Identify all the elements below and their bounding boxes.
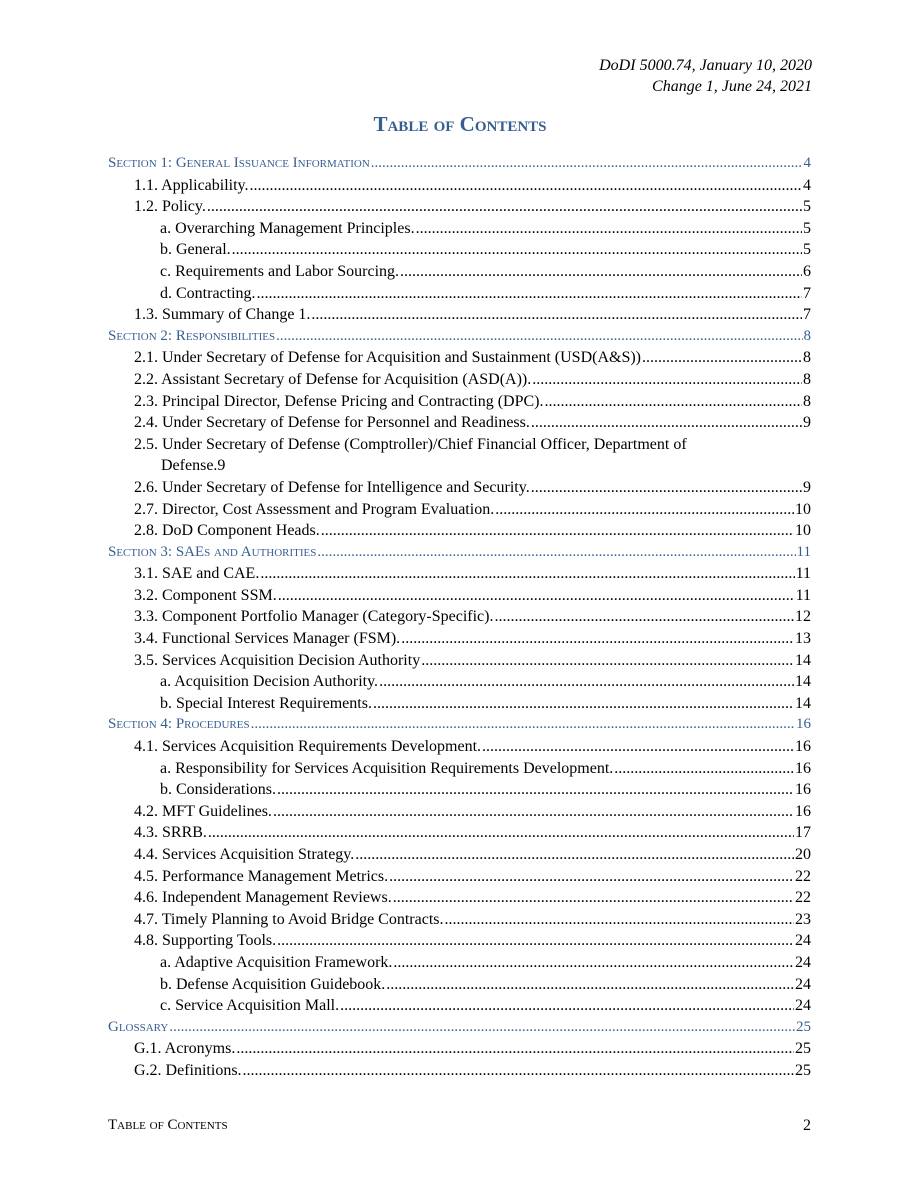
toc-entry-page: 11 <box>795 586 811 604</box>
toc-entry[interactable] <box>108 1040 811 1062</box>
toc-entry[interactable] <box>108 371 811 393</box>
dot-leader <box>494 608 794 626</box>
toc-entry-title: a. Responsibility for Services Acquisition Requirements Development. <box>160 759 614 777</box>
toc-entry[interactable] <box>108 997 811 1019</box>
toc-entry-title: Section 3: SAEs and Authorities <box>108 543 317 560</box>
toc-entry-title: a. Overarching Management Principles. <box>160 219 415 237</box>
toc-entry-page: 9 <box>803 478 811 496</box>
toc-entry-page: 14 <box>795 673 811 691</box>
dot-leader <box>531 479 802 497</box>
toc-entry[interactable] <box>108 868 811 890</box>
dot-leader <box>207 198 802 216</box>
toc-entry-title: 4.3. SRRB. <box>134 824 207 842</box>
dot-leader <box>277 932 794 950</box>
toc-entry-title: b. Defense Acquisition Guidebook. <box>160 975 386 993</box>
dot-leader <box>386 976 794 994</box>
toc-section-heading[interactable] <box>108 544 811 566</box>
toc-entry-page: 24 <box>795 932 811 950</box>
toc-entry[interactable] <box>108 263 811 285</box>
toc-entry-page: 5 <box>803 198 811 216</box>
toc-entry-page: 25 <box>795 1040 811 1058</box>
toc-entry-page: 5 <box>803 241 811 259</box>
toc-entry-title: 2.3. Principal Director, Defense Pricing and Contracting (DPC). <box>134 392 544 410</box>
toc-entry-title: 4.2. MFT Guidelines. <box>134 802 272 820</box>
dot-leader <box>260 565 794 583</box>
document-id-line: DoDI 5000.74, January 10, 2020 <box>599 57 812 74</box>
toc-entry[interactable] <box>108 630 811 652</box>
toc-entry-title: 3.4. Functional Services Manager (FSM). <box>134 630 401 648</box>
toc-entry-title: 2.1. Under Secretary of Defense for Acquisition and Sustainment (USD(A&S)) <box>134 349 641 367</box>
toc-entry[interactable] <box>108 349 811 371</box>
toc-entry[interactable] <box>108 695 811 717</box>
toc-entry[interactable] <box>108 220 811 242</box>
toc-entry[interactable] <box>108 522 811 544</box>
toc-entry-title: 4.6. Independent Management Reviews. <box>134 889 392 907</box>
toc-entry-page: 8 <box>803 327 811 344</box>
dot-leader <box>243 1062 794 1080</box>
toc-entry-page: 16 <box>795 781 811 799</box>
dot-leader <box>169 1019 795 1036</box>
toc-entry-page: 5 <box>803 219 811 237</box>
toc-entry-page: 11 <box>796 543 811 560</box>
toc-entry-page: 24 <box>795 975 811 993</box>
toc-entry-title: b. General. <box>160 241 231 259</box>
change-line: Change 1, June 24, 2021 <box>652 78 812 95</box>
dot-leader <box>208 824 794 842</box>
toc-entry-page: 16 <box>796 716 811 733</box>
toc-entry-title: 4.8. Supporting Tools. <box>134 932 277 950</box>
toc-entry-page: 13 <box>795 630 811 648</box>
dot-leader <box>482 738 794 756</box>
dot-leader <box>544 393 802 411</box>
toc-entry-page: 22 <box>795 867 811 885</box>
toc-entry-title: 2.8. DoD Component Heads. <box>134 522 320 540</box>
toc-entry-page: 7 <box>803 306 811 324</box>
toc-entry[interactable] <box>108 393 811 415</box>
dot-leader <box>311 306 802 324</box>
toc-entry-title: 3.3. Component Portfolio Manager (Category-Specific). <box>134 608 494 626</box>
toc-entry-title: 1.1. Applicability. <box>134 176 249 194</box>
toc-entry-title: c. Requirements and Labor Sourcing. <box>160 262 400 280</box>
toc-entry-title: 2.7. Director, Cost Assessment and Program Evaluation. <box>134 500 495 518</box>
toc-entry-page: 23 <box>795 910 811 928</box>
toc-entry-page: 10 <box>795 522 811 540</box>
dot-leader <box>257 285 802 303</box>
toc-section-heading[interactable] <box>108 155 811 177</box>
document-header <box>599 55 812 97</box>
toc-entry[interactable] <box>108 479 811 501</box>
toc-entry-page: 24 <box>795 953 811 971</box>
toc-section-heading[interactable] <box>108 328 811 350</box>
toc-entry-page: 4 <box>803 155 811 171</box>
toc-entry[interactable] <box>108 781 811 803</box>
toc-entry-page: 12 <box>795 608 811 626</box>
toc-entry-page: 22 <box>795 889 811 907</box>
toc-entry-page: 8 <box>803 392 811 410</box>
dot-leader <box>531 414 802 432</box>
dot-leader <box>355 846 794 864</box>
toc-entry[interactable] <box>108 889 811 911</box>
footer-label: Table of Contents <box>108 1117 228 1133</box>
toc-entry[interactable] <box>108 803 811 825</box>
dot-leader <box>416 220 802 238</box>
toc-section-heading[interactable] <box>108 1019 811 1041</box>
dot-leader <box>614 760 794 778</box>
dot-leader <box>389 868 794 886</box>
toc-entry-page: 16 <box>795 802 811 820</box>
toc-entry-title: b. Special Interest Requirements. <box>160 694 372 712</box>
toc-entry-title: 2.4. Under Secretary of Defense for Personnel and Readiness. <box>134 414 530 432</box>
toc-entry-page: 8 <box>803 370 811 388</box>
dot-leader <box>421 652 794 670</box>
toc-entry-page: 4 <box>803 176 811 194</box>
toc-entry[interactable] <box>108 1062 811 1084</box>
toc-entry-title: Section 1: General Issuance Information <box>108 155 370 171</box>
toc-entry-title: 4.1. Services Acquisition Requirements Development. <box>134 738 482 756</box>
toc-entry[interactable] <box>108 565 811 587</box>
toc-entry[interactable] <box>108 306 811 328</box>
toc-entry-page: 20 <box>795 846 811 863</box>
dot-leader <box>373 695 794 713</box>
dot-leader <box>379 673 794 691</box>
dot-leader <box>276 328 802 345</box>
toc-entry[interactable] <box>108 608 811 630</box>
dot-leader <box>495 501 794 519</box>
dot-leader <box>401 630 794 648</box>
dot-leader <box>232 241 802 259</box>
toc-entry-page: 17 <box>795 824 811 842</box>
toc-entry[interactable] <box>108 501 811 523</box>
toc-entry-page: 24 <box>795 997 811 1015</box>
toc-entry-page: 10 <box>795 500 811 518</box>
toc-entry[interactable] <box>108 177 811 199</box>
toc-entry-title: 4.5. Performance Management Metrics. <box>134 867 389 885</box>
toc-entry-page: 25 <box>795 1061 811 1079</box>
dot-leader <box>250 177 802 195</box>
toc-entry-page: 9 <box>217 457 226 475</box>
toc-entry-title: G.2. Definitions. <box>134 1061 242 1079</box>
toc-entry-title: a. Adaptive Acquisition Framework. <box>160 953 393 971</box>
toc-entry-page: 16 <box>795 738 811 756</box>
toc-entry[interactable] <box>108 198 811 220</box>
dot-leader <box>340 997 794 1015</box>
toc-entry-title: Section 2: Responsibilities <box>108 327 276 344</box>
toc-entry-page: 6 <box>803 262 811 280</box>
dot-leader <box>273 803 794 821</box>
toc-entry[interactable] <box>108 587 811 609</box>
toc-entry[interactable] <box>108 436 811 479</box>
page-title <box>0 112 920 137</box>
page-footer <box>108 1117 811 1135</box>
table-of-contents <box>108 155 811 1084</box>
toc-entry-title: a. Acquisition Decision Authority. <box>160 673 379 691</box>
toc-entry-title: 4.4. Services Acquisition Strategy. <box>134 846 355 863</box>
toc-entry-page: 14 <box>795 694 811 712</box>
toc-entry-title: 1.2. Policy. <box>134 198 206 216</box>
toc-entry-page: 9 <box>803 414 811 432</box>
dot-leader <box>317 544 795 561</box>
toc-entry[interactable] <box>108 846 811 868</box>
toc-entry-page: 25 <box>796 1018 811 1035</box>
dot-leader <box>321 522 794 540</box>
toc-entry-page: 8 <box>803 349 811 367</box>
dot-leader <box>400 263 802 281</box>
toc-entry-title: G.1. Acronyms. <box>134 1040 236 1058</box>
dot-leader <box>393 889 794 907</box>
toc-entry-title: 2.2. Assistant Secretary of Defense for Acquisition (ASD(A)). <box>134 370 532 388</box>
dot-leader <box>532 371 802 389</box>
footer-page-number: 2 <box>803 1117 811 1134</box>
toc-entry-title: 4.7. Timely Planning to Avoid Bridge Contracts. <box>134 910 444 928</box>
dot-leader <box>277 781 794 799</box>
toc-entry-title: 2.5. Under Secretary of Defense (Comptroller)/Chief Financial Officer, Department of <box>134 435 687 453</box>
dot-leader <box>445 911 795 929</box>
toc-entry[interactable] <box>108 911 811 933</box>
toc-entry-title: 2.6. Under Secretary of Defense for Intelligence and Security. <box>134 478 530 496</box>
toc-section-heading[interactable] <box>108 716 811 738</box>
toc-entry[interactable] <box>108 824 811 846</box>
toc-entry-title: Section 4: Procedures <box>108 716 250 733</box>
dot-leader <box>236 1040 794 1058</box>
toc-entry-title: b. Considerations. <box>160 781 276 799</box>
toc-entry[interactable] <box>108 738 811 760</box>
page-title-text: Table of Contents <box>373 112 547 136</box>
toc-entry[interactable] <box>108 652 811 674</box>
toc-entry-title-continued: Defense. <box>161 457 218 475</box>
toc-entry-page: 7 <box>803 284 811 302</box>
toc-entry-page: 11 <box>795 565 811 583</box>
toc-entry[interactable] <box>108 954 811 976</box>
toc-entry[interactable] <box>108 285 811 307</box>
toc-entry-title: d. Contracting. <box>160 284 256 302</box>
dot-leader <box>371 155 803 172</box>
toc-entry[interactable] <box>108 673 811 695</box>
toc-entry-title: 3.5. Services Acquisition Decision Authority <box>134 651 421 669</box>
toc-entry-title: 1.3. Summary of Change 1. <box>134 306 311 324</box>
toc-entry-title: 3.1. SAE and CAE. <box>134 565 260 583</box>
toc-entry[interactable] <box>108 414 811 436</box>
toc-entry-title: 3.2. Component SSM. <box>134 586 277 604</box>
dot-leader <box>393 954 794 972</box>
dot-leader <box>642 349 802 367</box>
toc-entry[interactable] <box>108 760 811 782</box>
toc-entry-title: c. Service Acquisition Mall. <box>160 997 340 1015</box>
toc-entry-page: 16 <box>795 759 811 777</box>
dot-leader <box>251 716 795 733</box>
toc-entry-page: 14 <box>795 651 811 669</box>
toc-entry[interactable] <box>108 241 811 263</box>
toc-entry-title: Glossary <box>108 1018 169 1035</box>
toc-entry[interactable] <box>108 932 811 954</box>
toc-entry[interactable] <box>108 976 811 998</box>
dot-leader <box>278 587 795 605</box>
